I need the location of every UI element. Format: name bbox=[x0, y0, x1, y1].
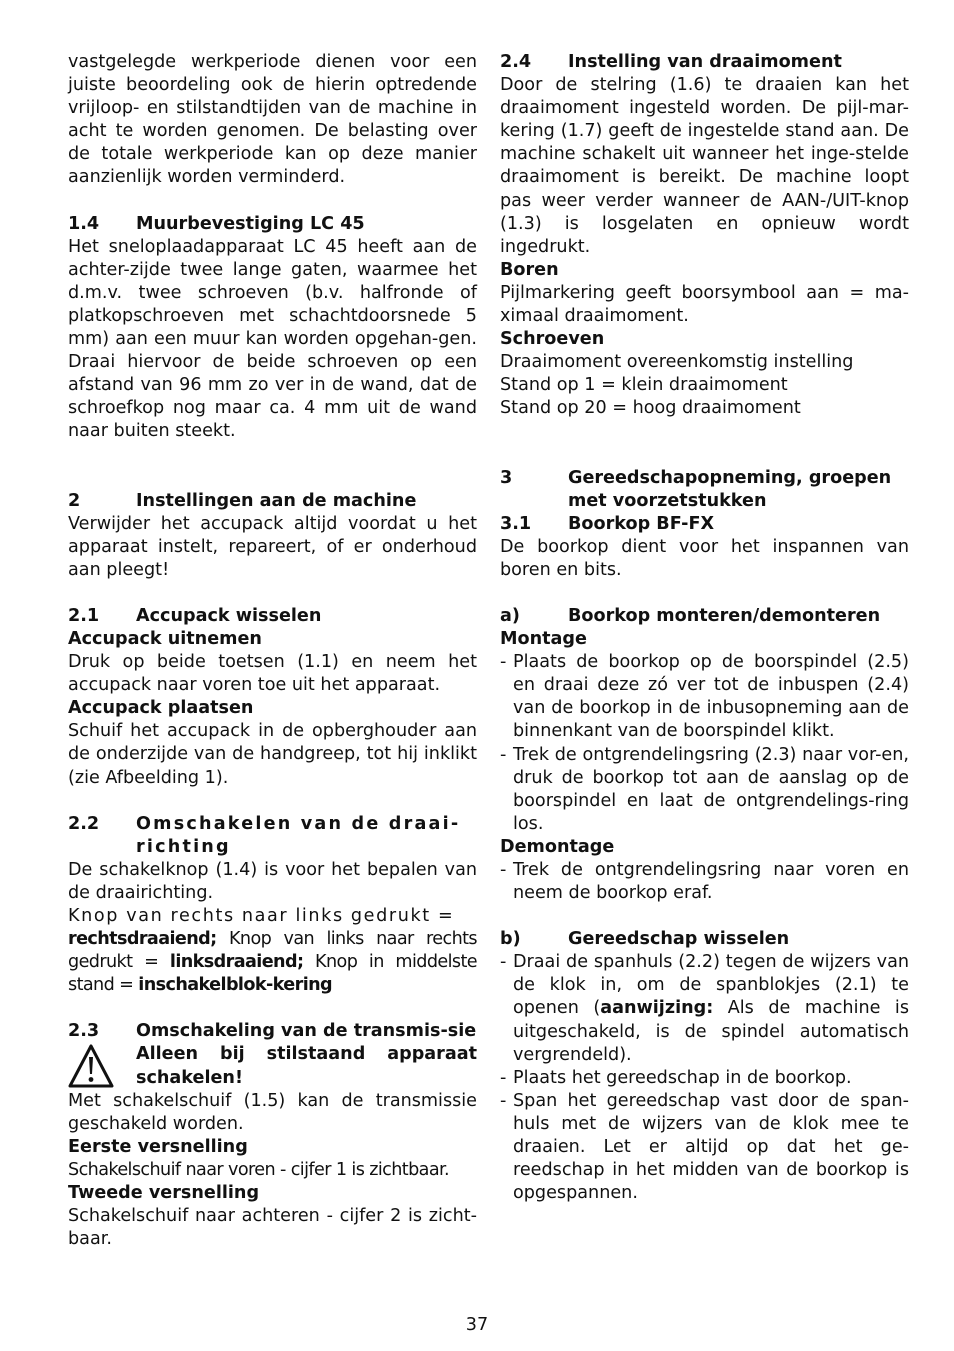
subheading-eerste-versnelling: Eerste versnelling bbox=[68, 1136, 248, 1157]
section-number: 3.1 bbox=[500, 513, 532, 534]
paragraph-boren: Pijlmarkering geeft boorsymbool aan = ma-ximaal draaimoment. bbox=[500, 282, 909, 327]
text-run: Knop van rechts naar links gedrukt = bbox=[68, 906, 455, 926]
list-item-text: Trek de ontgrendelingsring naar voren en neem de boorkop eraf. bbox=[513, 860, 909, 904]
text-run: Knop van links naar rechts gedrukt = bbox=[68, 929, 477, 973]
section-title: Muurbevestiging LC 45 bbox=[136, 213, 365, 234]
list-item bbox=[500, 744, 909, 836]
section-number: 2.2 bbox=[68, 813, 100, 834]
subheading-tweede-versnelling: Tweede versnelling bbox=[68, 1183, 260, 1204]
section-title: Omschakeling van de transmis-sie bbox=[136, 1021, 477, 1042]
paragraph-2-2b bbox=[68, 905, 477, 997]
section-title: Instellingen aan de machine bbox=[136, 490, 417, 511]
list-dash: - bbox=[500, 1090, 507, 1111]
heading-3 bbox=[500, 467, 909, 513]
section-number: b) bbox=[500, 929, 521, 950]
section-number: 2.3 bbox=[68, 1021, 100, 1042]
bold-run: linksdraaiend; bbox=[169, 952, 304, 973]
section-title: Instelling van draaimoment bbox=[568, 52, 842, 72]
section-title: Boorkop BF-FX bbox=[568, 513, 715, 534]
heading-3-1 bbox=[500, 513, 909, 536]
subheading-montage: Montage bbox=[500, 629, 587, 650]
text-run: Als de machine is uitgeschakeld, is de spindel automatisch vergrendeld). bbox=[513, 998, 909, 1065]
section-number: a) bbox=[500, 605, 520, 626]
heading-2-1 bbox=[68, 605, 477, 628]
text-run: Knop in middelste stand = bbox=[68, 952, 477, 996]
list-dash: - bbox=[500, 952, 507, 973]
section-title: Accupack wisselen bbox=[136, 605, 322, 626]
paragraph-accupack-plaatsen: Schuif het accupack in de opberghouder aan de onderzijde van de handgreep, tot hij inklikt (zie Afbeelding 1). bbox=[68, 721, 477, 788]
subheading-schroeven: Schroeven bbox=[500, 329, 605, 350]
subheading-accupack-plaatsen: Accupack plaatsen bbox=[68, 698, 254, 719]
heading-a bbox=[500, 605, 909, 628]
warning-text: Alleen bij stilstaand apparaat schakelen! bbox=[136, 1044, 477, 1088]
bold-run: inschakelblok-kering bbox=[138, 975, 333, 996]
section-title: Omschakelen van de draai-richting bbox=[136, 813, 461, 857]
list-dash: - bbox=[500, 652, 507, 673]
section-number: 2.1 bbox=[68, 605, 100, 626]
line-schroeven-2: Stand op 1 = klein draaimoment bbox=[500, 375, 788, 396]
warning-block bbox=[68, 1043, 477, 1089]
list-item-text: Plaats de boorkop op de boorspindel (2.5) en draai deze zó ver tot de inbuspen (2.4) van de boorkop in de inbusopneming aan de binnenkant van de boorspindel klikt. bbox=[513, 652, 909, 742]
list-dash: - bbox=[500, 1067, 507, 1088]
section-number: 2 bbox=[68, 490, 81, 511]
heading-2-4 bbox=[500, 51, 909, 74]
section-number: 1.4 bbox=[68, 213, 100, 234]
subheading-accupack-uitnemen: Accupack uitnemen bbox=[68, 628, 262, 649]
left-column bbox=[68, 51, 477, 1251]
paragraph-accupack-uitnemen: Druk op beide toetsen (1.1) en neem het accupack naar voren toe uit het apparaat. bbox=[68, 652, 477, 696]
text-run: Draai de spanhuls (2.2) tegen de wijzers van de klok in, om de spanblokjes (2.1) te openen ( bbox=[513, 952, 909, 1019]
line-schroeven-1: Draaimoment overeenkomstig instelling bbox=[500, 352, 854, 373]
right-column bbox=[500, 51, 909, 1205]
paragraph-3-1: De boorkop dient voor het inspannen van boren en bits. bbox=[500, 536, 909, 580]
section-title: Gereedschap wisselen bbox=[568, 929, 790, 950]
list-item-text: Span het gereedschap vast door de span-huls met de wijzers van de klok mee te draaien. Let er altijd op dat het ge-reedschap in het midden van de boorkop is opgespannen. bbox=[513, 1090, 909, 1204]
heading-2 bbox=[68, 490, 477, 513]
list-item bbox=[500, 859, 909, 905]
section-title: Boorkop monteren/demonteren bbox=[568, 605, 881, 626]
list-dash: - bbox=[500, 744, 507, 765]
list-item bbox=[500, 951, 909, 1066]
subheading-demontage: Demontage bbox=[500, 836, 615, 857]
heading-1-4 bbox=[68, 213, 477, 236]
warning-triangle-icon bbox=[68, 1043, 136, 1089]
section-title: Gereedschapopneming, groepen met voorzetstukken bbox=[568, 467, 892, 511]
paragraph-eerste-versnelling: Schakelschuif naar voren - cijfer 1 is zichtbaar. bbox=[68, 1159, 450, 1180]
paragraph-1-4: Het sneloplaadapparaat LC 45 heeft aan de achter-zijde twee lange gaten, waarmee het d.m.v. twee schroeven (b.v. halfronde of platkopschroeven met schachtdoorsnede 5 mm) aan een muur kan worden opgehan-gen. Draai hiervoor de beide schroeven op een afstand van 96 mm zo ver in de wand, dat de schroefkop nog maar ca. 4 mm uit de wand naar buiten steekt. bbox=[68, 236, 477, 442]
heading-b bbox=[500, 928, 909, 951]
paragraph-tweede-versnelling: Schakelschuif naar achteren - cijfer 2 is zicht-baar. bbox=[68, 1206, 477, 1250]
bold-run: aanwijzing: bbox=[600, 998, 714, 1019]
section-number: 2.4 bbox=[500, 52, 532, 72]
list-item bbox=[500, 1090, 909, 1205]
line-schroeven-3: Stand op 20 = hoog draaimoment bbox=[500, 398, 801, 419]
section-number: 3 bbox=[500, 467, 513, 488]
page-number: 37 bbox=[465, 1315, 489, 1335]
heading-2-2 bbox=[68, 813, 477, 859]
paragraph-2-2a: De schakelknop (1.4) is voor het bepalen van de draairichting. bbox=[68, 859, 477, 903]
paragraph-2: Verwijder het accupack altijd voordat u het apparaat instelt, repareert, of er onderhoud aan pleegt! bbox=[68, 513, 477, 580]
list-item bbox=[500, 1067, 909, 1090]
text-run bbox=[68, 929, 477, 995]
list-item bbox=[500, 651, 909, 743]
list-dash: - bbox=[500, 860, 507, 880]
list-item-text: Plaats het gereedschap in de boorkop. bbox=[513, 1067, 852, 1088]
list-item-text bbox=[513, 951, 909, 1066]
subheading-boren: Boren bbox=[500, 259, 559, 280]
heading-2-3 bbox=[68, 1020, 477, 1043]
paragraph-2-4: Door de stelring (1.6) te draaien kan het draaimoment ingesteld worden. De pijl-mar-kering (1.7) geeft de ingestelde stand aan. De machine schakelt uit wanneer het inge-stelde draaimoment is bereikt. De machine loopt pas weer verder wanneer de AAN-/UIT-knop (1.3) is losgelaten en opnieuw wordt ingedrukt. bbox=[500, 75, 909, 257]
list-item-text: Trek de ontgrendelingsring (2.3) naar vor-en, druk de boorkop tot aan de aanslag op de boorspindel en laat de ontgrendelings-ring los. bbox=[513, 744, 909, 834]
bold-run: rechtsdraaiend; bbox=[68, 929, 217, 950]
intro-paragraph: vastgelegde werkperiode dienen voor een juiste beoordeling ook de hierin optredende vrijloop- en stilstandtijden van de machine in acht te worden genomen. De belasting over de totale werkperiode kan op deze manier aanzienlijk worden verminderd. bbox=[68, 52, 477, 188]
paragraph-2-3: Met schakelschuif (1.5) kan de transmissie geschakeld worden. bbox=[68, 1090, 477, 1134]
